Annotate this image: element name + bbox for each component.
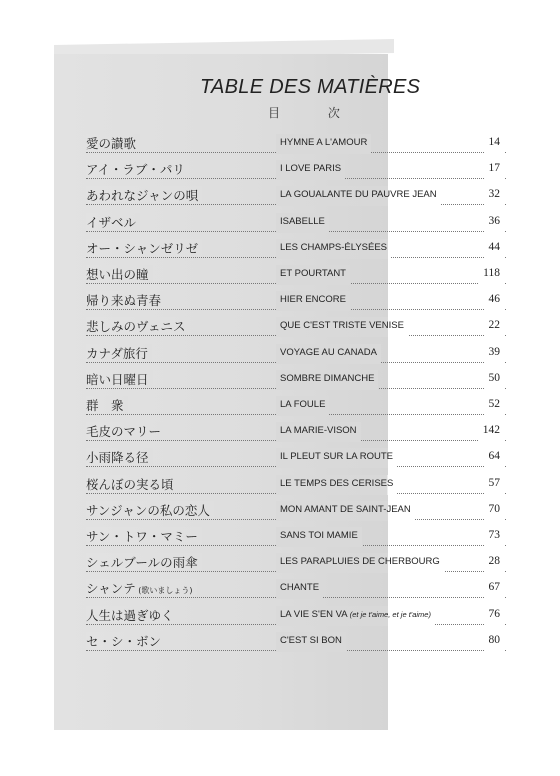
japanese-title: サン・トワ・マミー bbox=[86, 527, 202, 545]
japanese-title: 愛の讃歌 bbox=[86, 134, 140, 152]
page-number: 22 bbox=[488, 319, 500, 332]
french-title: HIER ENCORE bbox=[280, 294, 346, 306]
toc-entry[interactable] bbox=[86, 317, 506, 337]
french-title: C'EST SI BON bbox=[280, 634, 342, 646]
japanese-title: シェルブールの雨傘 bbox=[86, 553, 202, 571]
toc-entry[interactable] bbox=[86, 134, 506, 154]
toc-entry[interactable] bbox=[86, 448, 506, 468]
japanese-title: 帰り来ぬ青春 bbox=[86, 291, 165, 309]
japanese-title: 暗い日曜日 bbox=[86, 370, 153, 388]
french-title: I LOVE PARIS bbox=[280, 163, 342, 175]
japanese-title: シャンテ (歌いましょう) bbox=[86, 579, 197, 597]
page-number: 14 bbox=[488, 136, 500, 148]
page-title: TABLE DES MATIÈRES bbox=[200, 76, 421, 98]
page-number: 57 bbox=[488, 476, 500, 489]
japanese-title: イザベル bbox=[86, 213, 140, 231]
french-title: LA MARIE-VISON bbox=[280, 425, 357, 437]
page-number: 118 bbox=[483, 267, 500, 279]
french-title: ET POURTANT bbox=[280, 268, 346, 279]
page-number: 142 bbox=[482, 424, 500, 437]
french-title: HYMNE A L'AMOUR bbox=[280, 137, 368, 148]
toc-entry[interactable] bbox=[86, 344, 506, 364]
japanese-title-note: (歌いましょう) bbox=[135, 586, 193, 596]
page-number: 64 bbox=[488, 450, 500, 463]
page-number: 80 bbox=[488, 633, 500, 646]
page-number: 28 bbox=[488, 555, 500, 568]
french-title-note: (et je t'aime, et je t'aime) bbox=[347, 609, 431, 619]
toc-entry[interactable] bbox=[86, 370, 506, 390]
page-number: 52 bbox=[488, 398, 500, 410]
japanese-title: サンジャンの私の恋人 bbox=[86, 501, 214, 519]
japanese-title: カナダ旅行 bbox=[86, 344, 152, 362]
toc-entry[interactable] bbox=[86, 265, 506, 285]
page-number: 39 bbox=[488, 345, 500, 358]
page-number: 46 bbox=[488, 293, 500, 306]
toc-entry[interactable] bbox=[86, 396, 506, 416]
toc-entry[interactable] bbox=[86, 527, 506, 547]
french-title: IL PLEUT SUR LA ROUTE bbox=[280, 451, 393, 463]
toc-entry[interactable] bbox=[86, 606, 506, 626]
toc-entry[interactable] bbox=[86, 553, 506, 573]
toc-entry[interactable] bbox=[86, 213, 506, 233]
toc-entry[interactable] bbox=[86, 239, 506, 259]
french-title: LES CHAMPS-ÉLYSÉES bbox=[280, 241, 388, 253]
french-title: LA GOUALANTE DU PAUVRE JEAN bbox=[280, 189, 437, 201]
japanese-title: 群 衆 bbox=[86, 396, 128, 414]
french-title: VOYAGE AU CANADA bbox=[280, 346, 377, 358]
toc-entry[interactable] bbox=[86, 160, 506, 180]
page-number: 73 bbox=[488, 529, 500, 541]
page-number: 32 bbox=[488, 188, 500, 201]
toc-entry[interactable] bbox=[86, 475, 506, 495]
japanese-title: 毛皮のマリー bbox=[86, 422, 165, 440]
page-number: 17 bbox=[488, 162, 500, 175]
japanese-title: アイ・ラブ・パリ bbox=[86, 160, 189, 178]
french-title: MON AMANT DE SAINT-JEAN bbox=[280, 503, 411, 515]
french-title: SANS TOI MAMIE bbox=[280, 530, 358, 541]
french-title: LA VIE S'EN VA (et je t'aime, et je t'aime) bbox=[280, 608, 431, 620]
toc-entry[interactable] bbox=[86, 422, 506, 442]
page-number: 76 bbox=[488, 607, 500, 620]
french-title: SOMBRE DIMANCHE bbox=[280, 372, 375, 384]
toc-entry[interactable] bbox=[86, 501, 506, 521]
page-number: 50 bbox=[488, 371, 500, 384]
toc-entry[interactable] bbox=[86, 186, 506, 206]
french-title: LES PARAPLUIES DE CHERBOURG bbox=[280, 556, 440, 568]
page-number: 36 bbox=[488, 214, 500, 227]
japanese-title: 悲しみのヴェニス bbox=[86, 317, 190, 335]
japanese-title: 小雨降る径 bbox=[86, 448, 153, 466]
toc-entry[interactable] bbox=[86, 632, 506, 652]
french-title: LE TEMPS DES CERISES bbox=[280, 477, 394, 489]
french-title: CHANTE bbox=[280, 582, 320, 594]
french-title: QUE C'EST TRISTE VENISE bbox=[280, 320, 404, 332]
toc-entry[interactable] bbox=[86, 291, 506, 311]
japanese-title: 桜んぼの実る頃 bbox=[86, 475, 178, 493]
page-number: 44 bbox=[488, 240, 500, 253]
french-title: LA FOULE bbox=[280, 399, 326, 410]
japanese-title: あわれなジャンの唄 bbox=[86, 186, 202, 204]
japanese-title: 想い出の瞳 bbox=[86, 265, 153, 283]
french-title: ISABELLE bbox=[280, 215, 325, 227]
japanese-title: セ・シ・ボン bbox=[86, 632, 165, 650]
page-number: 67 bbox=[488, 581, 500, 594]
japanese-title: オー・シャンゼリゼ bbox=[86, 239, 202, 257]
japanese-title: 人生は過ぎゆく bbox=[86, 606, 178, 624]
page-subtitle: 目 次 bbox=[268, 106, 362, 120]
page-number: 70 bbox=[488, 502, 500, 515]
toc-entry[interactable] bbox=[86, 579, 506, 599]
